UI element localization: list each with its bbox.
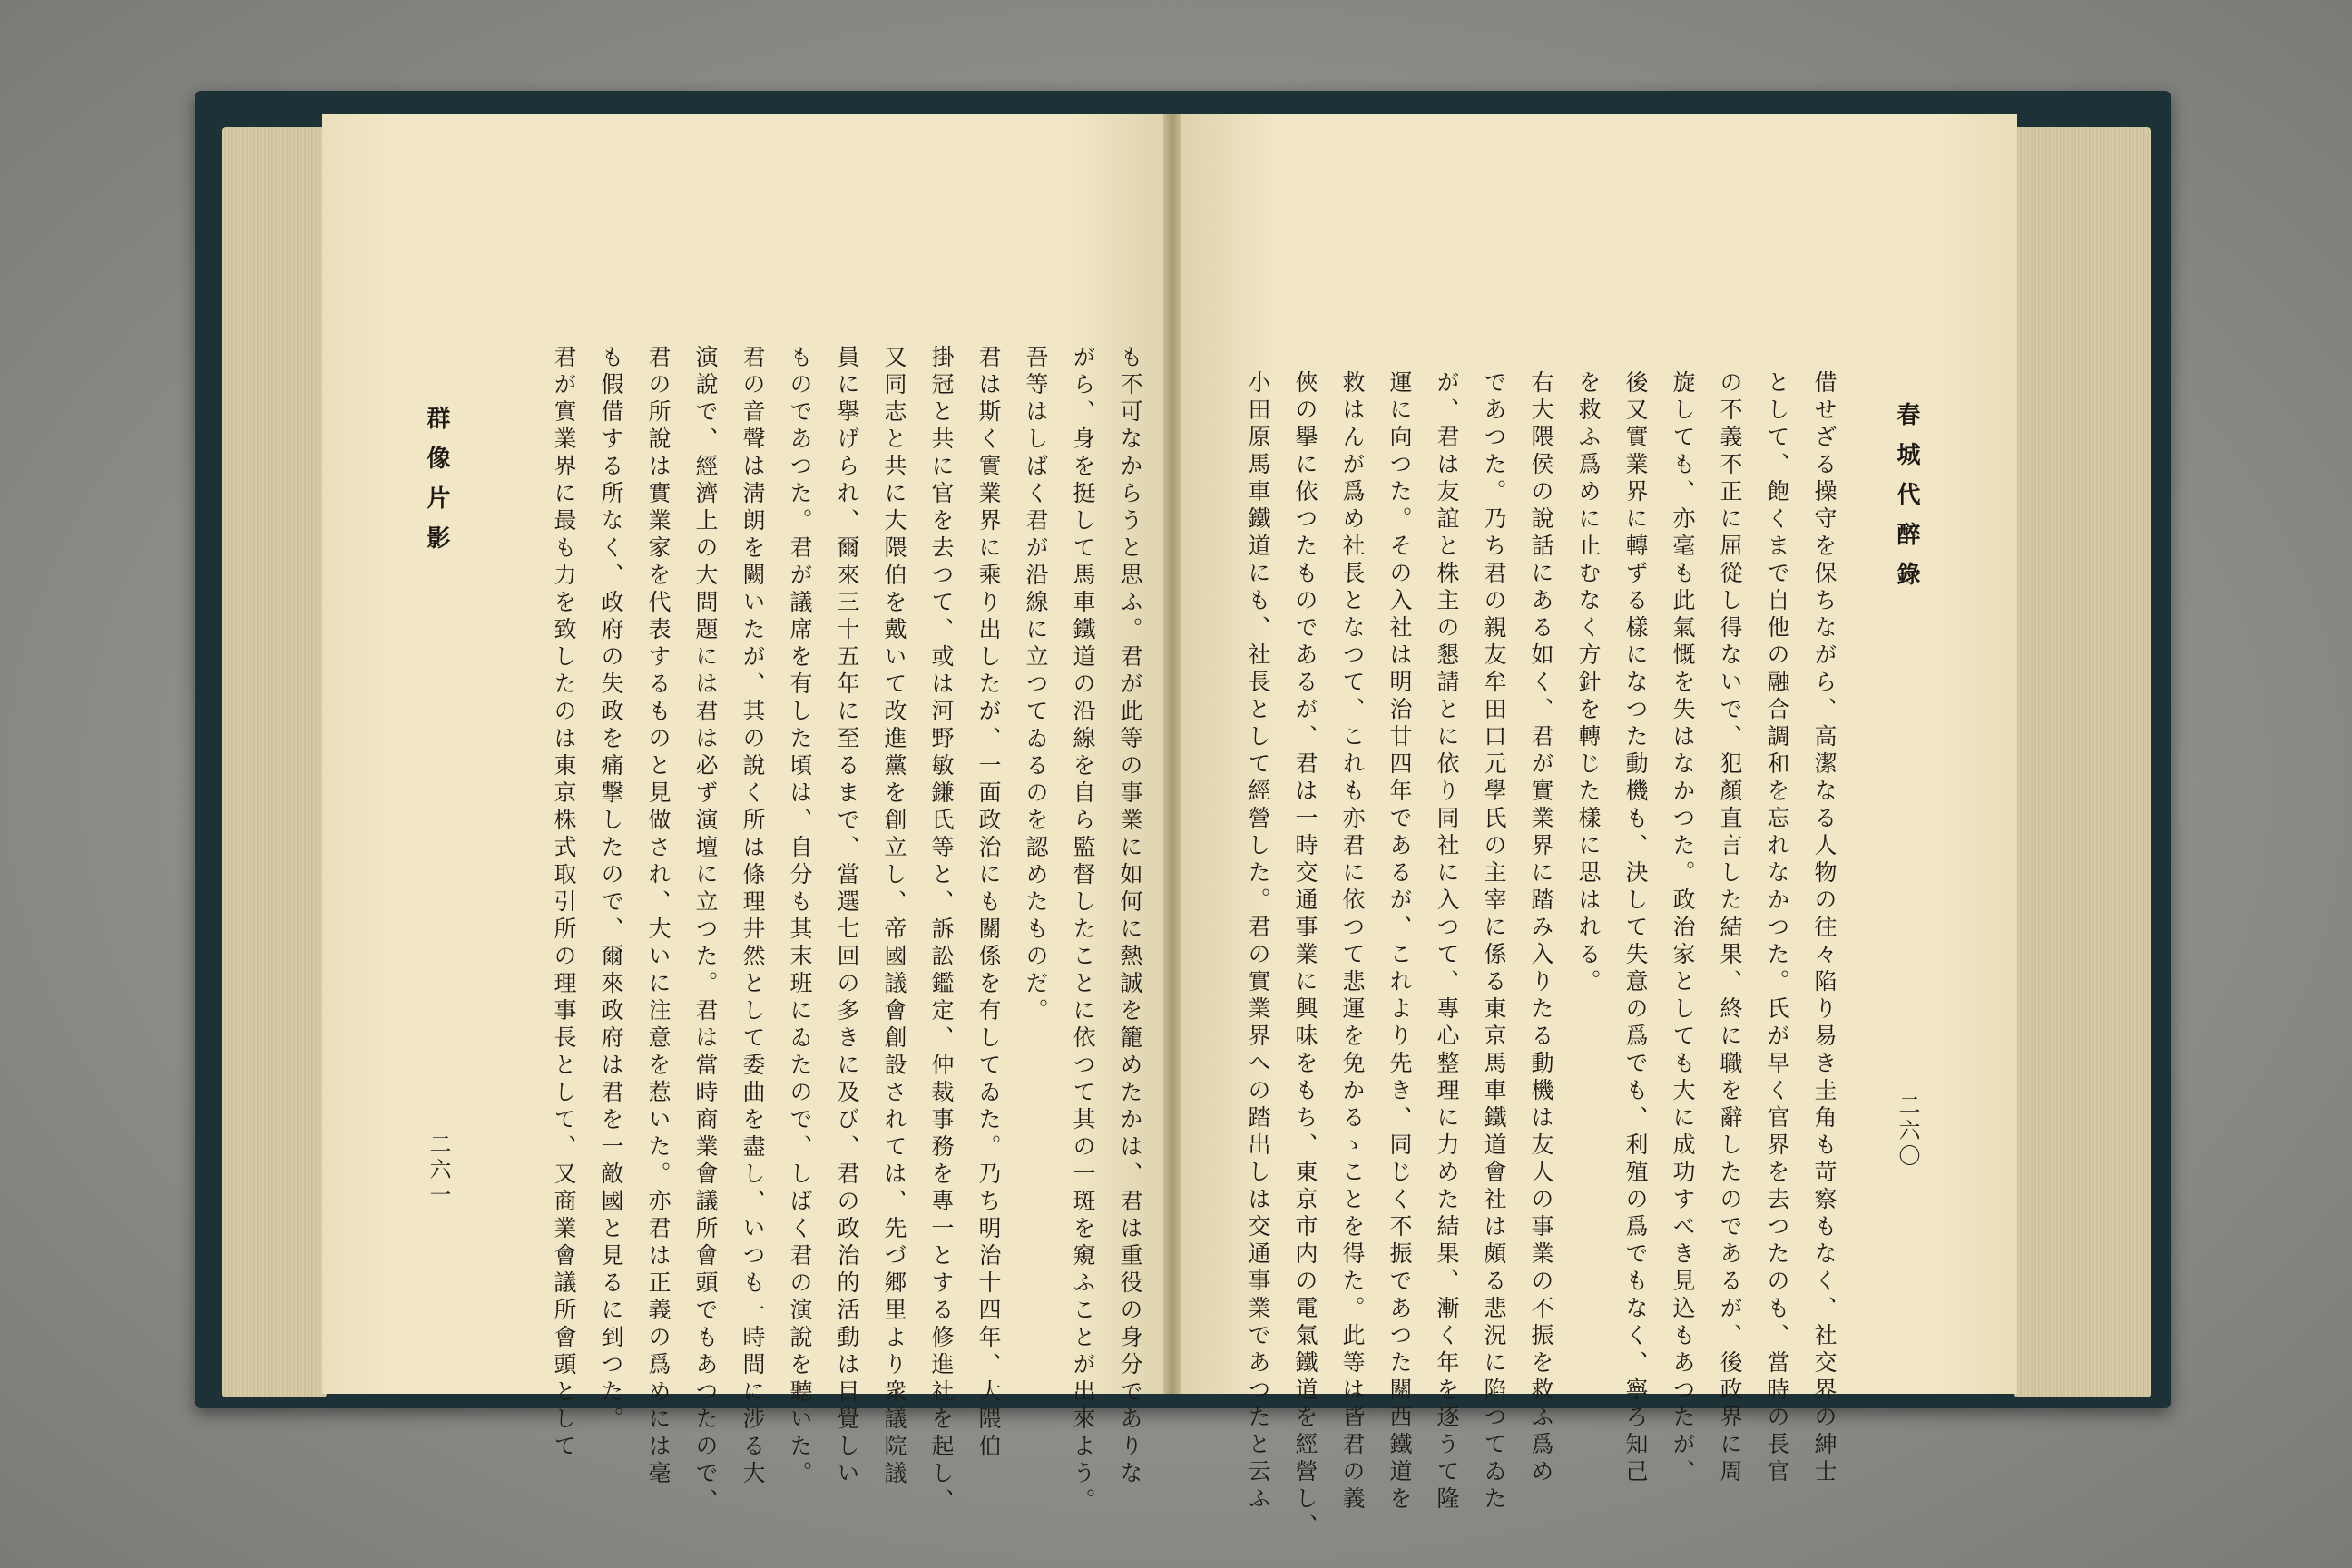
left-line: 員に擧げられ、爾來三十五年に至るまで、當選七回の多きに及び、君の政治的活動は目覺しい (834, 345, 860, 1488)
left-line: も不可なからうと思ふ。君が此等の事業に如何に熱誠を籠めたかは、君は重役の身分でありな (1117, 345, 1143, 1488)
right-page-number: 二六〇 (1895, 1093, 1920, 1170)
left-line: 又同志と共に大隈伯を戴いて改進黨を創立し、帝國議會創設されては、先づ郷里より衆議院議 (881, 345, 907, 1488)
left-line: 君は斯く實業界に乘り出したが、一面政治にも關係を有してゐた。乃ち明治十四年、大隈伯 (975, 345, 1002, 1461)
left-line: ものであつた。君が議席を有した頃は、自分も其末班にゐたので、しばく君の演說を聽いた。 (787, 345, 813, 1488)
right-line: であつた。乃ち君の親友牟田口元學氏の主宰に係る東京馬車鐵道會社は頗る悲況に陷つてゐた (1481, 370, 1507, 1514)
right-body-text (1234, 370, 1847, 1541)
right-line: 小田原馬車鐵道にも、社長として經營した。君の實業界への踏出しは交通事業であつたと云ふ (1245, 370, 1271, 1514)
right-line: として、飽くまで自他の融合調和を忘れなかつた。氏が早く官界を去つたのも、當時の長官 (1764, 370, 1790, 1486)
left-line: 吾等はしばく君が沿線に立つてゐるのを認めたものだ。 (1023, 345, 1049, 1025)
left-line: も假借する所なく、政府の失政を痛撃したので、爾來政府は君を一敵國と見るに到つた。 (598, 345, 624, 1434)
right-line: 救はんが爲め社長となつて、これも亦君に依つて悲運を免かるゝことを得た。此等は皆君の義 (1339, 370, 1366, 1514)
right-line: 借せざる操守を保ちながら、高潔なる人物の往々陷り易き圭角も苛察もなく、社交界の紳士 (1811, 370, 1838, 1486)
left-line: がら、身を挺して馬車鐵道の沿線を自ら監督したことに依つて其の一斑を窺ふことが出來よう。 (1070, 345, 1096, 1515)
right-running-head: 春城代醉錄 (1893, 402, 1920, 602)
left-running-head: 群像片影 (423, 406, 450, 565)
right-line: の不義不正に屈從し得ないで、犯顏直言した結果、終に職を辭したのであるが、後政界に周 (1717, 370, 1743, 1486)
right-line: 右大隈侯の說話にある如く、君が實業界に踏み入りたる動機は友人の事業の不振を救ふ爲め (1528, 370, 1554, 1486)
left-line: 君の所說は實業家を代表するものと見做され、大いに注意を惹いた。亦君は正義の爲めには毫 (645, 345, 671, 1488)
left-line: 君の音聲は淸朗を闕いたが、其の說く所は條理井然として委曲を盡し、いつも一時間に涉る大 (740, 345, 766, 1488)
left-line: 君が實業界に最も力を致したのは東京株式取引所の理事長として、又商業會議所會頭として (551, 345, 577, 1461)
right-line: 旋しても、亦毫も此氣慨を失はなかつた。政治家としても大に成功すべき見込もあつたが、 (1670, 370, 1696, 1486)
right-line: 後又實業界に轉ずる樣になつた動機も、決して失意の爲でも、利殖の爲でもなく、寧ろ知己 (1622, 370, 1649, 1486)
book-gutter (1163, 114, 1181, 1394)
right-line: を救ふ爲めに止むなく方針を轉じた樣に思はれる。 (1575, 370, 1602, 996)
page-edges-left (222, 127, 327, 1397)
right-line: 俠の擧に依つたものであるが、君は一時交通事業に興味をもち、東京市内の電氣鐵道を經營し、 (1292, 370, 1318, 1541)
right-line: 運に向つた。その入社は明治廿四年であるが、これより先き、同じく不振であつた關西鐵道を (1387, 370, 1413, 1514)
left-page-number: 二六一 (426, 1132, 451, 1209)
page-edges-right (2014, 127, 2151, 1397)
left-line: 演說で、經濟上の大問題には君は必ず演壇に立つた。君は當時商業會議所會頭でもあつたので、 (692, 345, 719, 1515)
right-line: が、君は友誼と株主の懇請とに依り同社に入つて、專心整理に力めた結果、漸く年を逐うて隆 (1434, 370, 1460, 1514)
left-body-text (540, 345, 1153, 1515)
left-line: 掛冠と共に官を去つて、或は河野敏鎌氏等と、訴訟鑑定、仲裁事務を專一とする修進社を起し、 (928, 345, 955, 1515)
